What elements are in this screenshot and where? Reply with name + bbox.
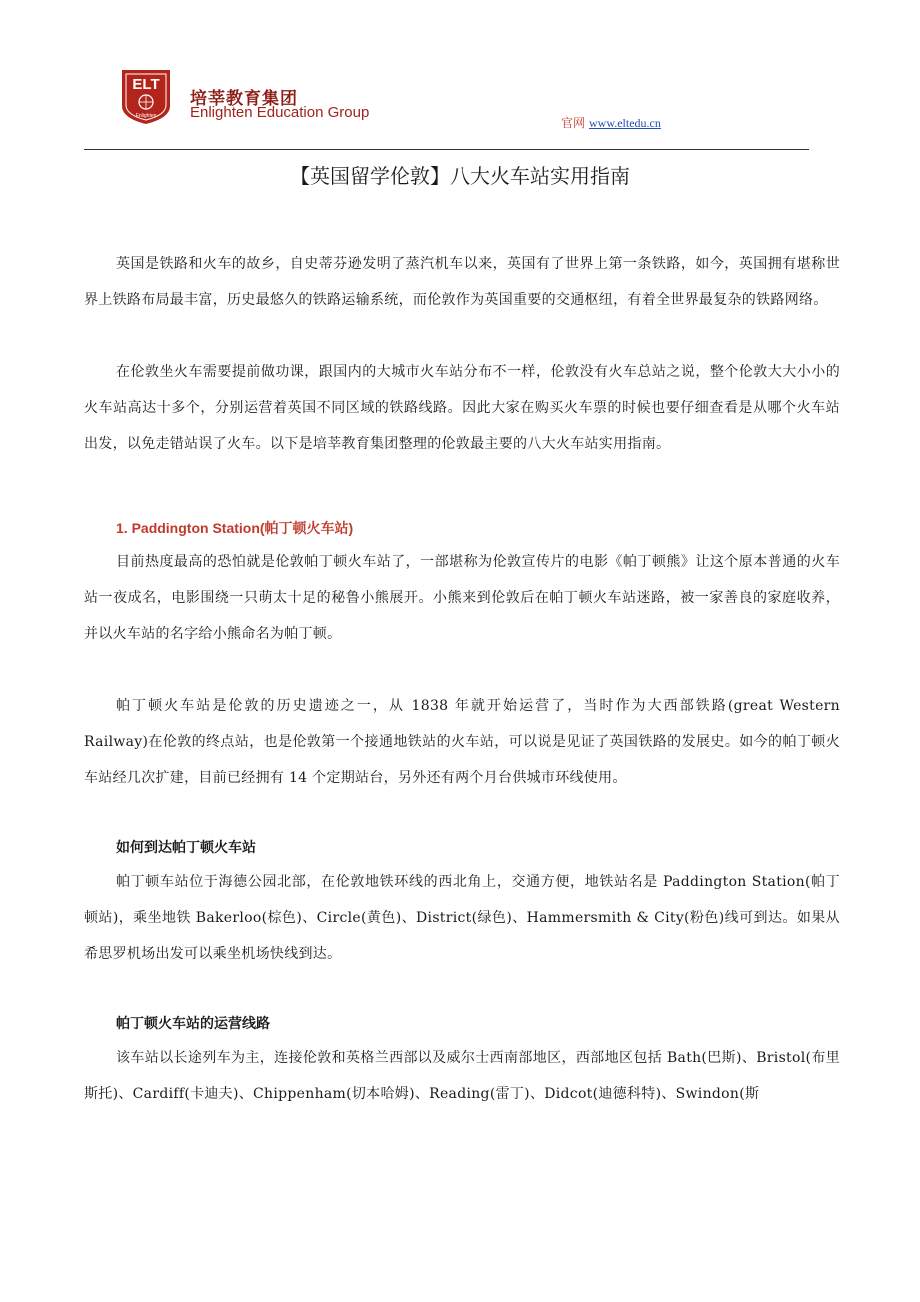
- paddington-paragraph-2: 帕丁顿火车站是伦敦的历史遗迹之一，从 1838 年就开始运营了，当时作为大西部铁路(great Western Railway)在伦敦的终点站，也是伦敦第一个接通地铁站的火车站，可以说是见证了英国铁路的发展史。如今的帕丁顿火车站经几次扩建，目前已经拥有 14 个定期站台，另外还有两个月台供城市环线使用。: [84, 698, 840, 786]
- website-label: 官网: [561, 116, 586, 130]
- intro-paragraph-1: 英国是铁路和火车的故乡，自史蒂芬逊发明了蒸汽机车以来，英国有了世界上第一条铁路，如今，英国拥有堪称世界上铁路布局最丰富，历史最悠久的铁路运输系统，而伦敦作为英国重要的交通枢纽，有着全世界最复杂的铁路网络。: [84, 256, 840, 308]
- routes-paragraph: 该车站以长途列车为主，连接伦敦和英格兰西部以及威尔士西南部地区，西部地区包括 Bath(巴斯)、Bristol(布里斯托)、Cardiff(卡迪夫)、Chippenham(切本哈姆)、Reading(雷丁)、Didcot(迪德科特)、Swindon(斯: [84, 1050, 840, 1102]
- header-divider: [84, 149, 809, 150]
- logo-text: ELT: [132, 76, 160, 93]
- document-body: [84, 246, 840, 1112]
- paragraph-spacer: [84, 796, 840, 832]
- how-to-reach-paragraph: 帕丁顿车站位于海德公园北部，在伦敦地铁环线的西北角上，交通方便，地铁站名是 Paddington Station(帕丁顿站)，乘坐地铁 Bakerloo(棕色)、Circle(黄色)、District(绿色)、Hammersmith & City(粉色)线可到达。如果从希思罗机场出发可以乘坐机场快线到达。: [84, 874, 840, 962]
- intro-paragraph-2: 在伦敦坐火车需要提前做功课，跟国内的大城市火车站分布不一样，伦敦没有火车总站之说，整个伦敦大大小小的火车站高达十多个，分别运营着英国不同区域的铁路线路。因此大家在购买火车票的时候也要仔细查看是从哪个火车站出发，以免走错站误了火车。以下是培莘教育集团整理的伦敦最主要的八大火车站实用指南。: [84, 364, 840, 452]
- brand-name-cn: 培莘教育集团: [190, 89, 298, 109]
- website-link[interactable]: www.eltedu.cn: [589, 116, 661, 130]
- section-title-paddington: 1. Paddington Station(帕丁顿火车站): [116, 520, 354, 536]
- elt-logo-icon: [118, 66, 174, 126]
- subsection-title-routes: 帕丁顿火车站的运营线路: [116, 1016, 270, 1032]
- page-title: 【英国留学伦敦】八大火车站实用指南: [290, 164, 630, 188]
- paragraph-spacer: [84, 652, 840, 688]
- document-header: [0, 0, 920, 160]
- paragraph-spacer: [84, 318, 840, 354]
- paddington-paragraph-1: 目前热度最高的恐怕就是伦敦帕丁顿火车站了，一部堪称为伦敦宣传片的电影《帕丁顿熊》让这个原本普通的火车站一夜成名，电影围绕一只萌太十足的秘鲁小熊展开。小熊来到伦敦后在帕丁顿火车站迷路，被一家善良的家庭收养，并以火车站的名字给小熊命名为帕丁顿。: [84, 554, 840, 642]
- paragraph-spacer: [84, 498, 840, 512]
- subsection-title-how-to-reach: 如何到达帕丁顿火车站: [116, 840, 256, 856]
- logo-subtext: Enlighten: [135, 113, 157, 119]
- paragraph-spacer: [84, 972, 840, 1008]
- paragraph-spacer: [84, 462, 840, 498]
- website-line: [561, 114, 661, 131]
- brand-name-en: Enlighten Education Group: [190, 104, 370, 121]
